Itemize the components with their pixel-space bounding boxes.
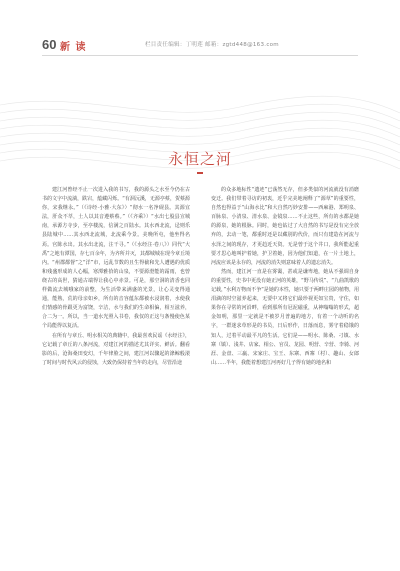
article-column-right (211, 186, 359, 368)
article-column-left (42, 186, 190, 368)
page-number: 60 (42, 37, 57, 52)
header-divider (42, 55, 358, 56)
article-title: 永恒之河 (167, 150, 232, 168)
title-separator (197, 172, 203, 174)
paragraph: 的众多地标性“遗迹”已荡然无存，但多类似的河流就没有消磨变迁。我们带着寻访的初衷，近乎完美地阐释了“源草”的重要性，自然也得益于“山海水比”和大自然巧妙安排——西麻港、郑明泉、百脉泉、小清泉、清水泉、金镜泉……不止这些，所有的水都是她的源泉，她的根脉。同时，她也钻过了大自然的书写是没有完全放弃的，去动一笔，都重时还是以藏别的代价，而只有建造在河流与水泽之间的现存，才更趋近天资。无是曾于这个井口，我所能起重要才思心地叫护着她，护卫着她，因为他们知道，在一片土地上，河流应该是永存的，河流的消失则意味着人的遗忘消失。 (211, 187, 359, 266)
section-label: 新 读 (60, 42, 87, 53)
page-header (0, 0, 400, 60)
paragraph: 在所有与章丘、明水相关的典籍中，我最喜欢民谣《水经注》，它记载了章丘的八条河流，对建江河的描述尤其详实、鲜活。翻看影的后，沧海桑田变幻，千年律脸之间，建江河以骤起的涤鲸般滚了时间与时代风云的侵蚀，大致仍保持着当年的走向，尽管沿途 (42, 332, 190, 366)
paragraph: 然而，建江河一直是在雾霭，甚或是谦卑地，她从不强调自身的重要性，史书中更没有她正河的英雄，“野马传说”、“九曲凯歌的记载，”水利万物而不争“是她的本性，她只要于两畔庄园的植物，用涓滴的时空滋养起来，无要中又将它们最珍视更如宝贵，守住，如果你在寻常的河沿畔，看到那所有冠泥磁重，从神嗡嗡的形式，超金如明，那里一定就是不被岁月普遍的地方，有着一个动听的名字，一群迷求草形是的书员，日后形作，日落而息，雾守着稳饿的知人，过着平动最平凡的生活。它们是——明水、陈桑、刁镇、水寨（镇）、浅井、店家、相公、官员、龙园、明营、辛营、李骑、河涯、金盘、三羸、宋家庄、宝王、东寨、西寨（村）、趣山、女郎山……半年，我能着想建江河再好几子得有她的地名和 (211, 268, 359, 366)
editor-info: 栏目责任编辑：丁明莲 邮箱：zgtd448@163.com (145, 42, 279, 48)
paragraph: 建江河曾经不止一次进入我的书写，我的源头之水至今仍在古书的文字中流淌，跌宕，蕴藏闪烁。“有洞沅溪，无源亭蔡，贺蔡源你，宋我继永。”（《诗经·小雅·大东》）“彻水一名净砚县。其源宜法，肝众不萃，土人以其音遵蔡蔡。”（《齐乘》）“水出七股县宣城南，承源方寺步，至亭楼流，信满之百陆水。其水西北流，迳则乐县陆城中……其水西北流城，北流乘今景。美晚所屯，他坐得名焉。官陈水出。其水出北流，注干寻。”（《水经注·卷八》）同代“大禹”之地有潭国，存七百余年，为齐所并灭，其都城城在现今章丘境内。“州郡都督”之“洋”市，远乱节数的且生得截和先人遭遇的优质和残盛形成的人心幅，寒潭雅拾的山泉，不要源澄能的霜雨，也曾绕古的高世，猜通古端得让我心中赤景。可是，那空洞的清香也同样做流去城哦家的前整，为生活带来满盛的光景，让心灵变得通通，能熟，荒的母亲如乡，所有的音容蕴东都被水浸润着，水使我们情感的骨跟更为富饶，辛洁，水与我们的生命相偏，相互滋养，合二为一。所以，当一道水光照入书卷，我仅的正这与条慢使色某个局能得以复活。 (42, 187, 190, 330)
